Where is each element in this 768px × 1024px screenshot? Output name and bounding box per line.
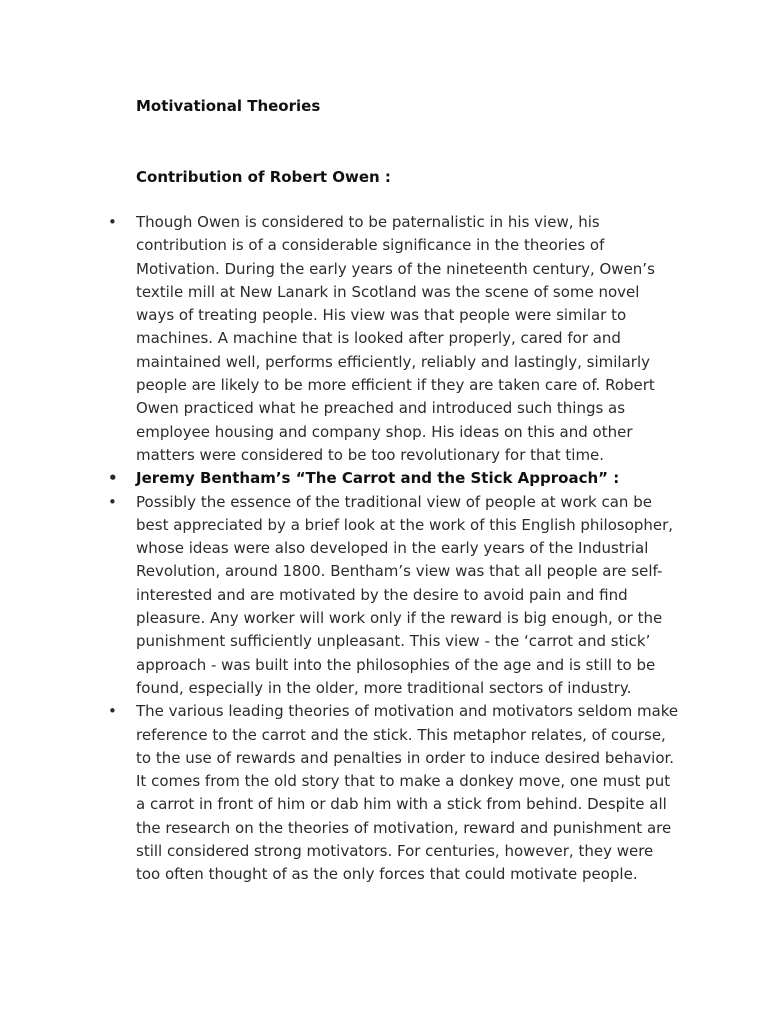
bullet-icon: • xyxy=(108,213,117,231)
bullet-icon: • xyxy=(108,702,117,721)
bullet-list xyxy=(108,211,680,887)
list-item-text: Though Owen is considered to be paternalistic in his view, his contribution is of a considerable significance in the theories of Motivation. During the early years of the nineteenth century, Owen’s textile mill at New Lanark in Scotland was the scene of some novel ways of treating people. His view was that people were similar to machines. A machine that is looked after properly, cared for and maintained well, performs efficiently, reliably and lastingly, similarly people are likely to be more efficient if they are taken care of. Robert Owen practiced what he preached and introduced such things as employee housing and company shop. His ideas on this and other matters were considered to be too revolutionary for that time. xyxy=(136,213,655,464)
list-item-carrot-stick xyxy=(108,700,680,886)
list-item-text: Possibly the essence of the traditional view of people at work can be best appreciated by a brief look at the work of this English philosopher, whose ideas were also developed in the early years of the Industrial Revolution, around 1800. Bentham’s view was that all people are self-interested and are motivated by the desire to avoid pain and find pleasure. Any worker will work only if the reward is big enough, or the punishment sufficiently unpleasant. This view - the ‘carrot and stick’ approach - was built into the philosophies of the age and is still to be found, especially in the older, more traditional sectors of industry. xyxy=(136,492,674,697)
list-item-text: The various leading theories of motivation and motivators seldom make reference to the carrot and the stick. This metaphor relates, of course, to the use of rewards and penalties in order to induce desired behavior. It comes from the old story that to make a donkey move, one must put a carrot in front of him or dab him with a stick from behind. Despite all the research on the theories of motivation, reward and punishment are still considered strong motivators. For centuries, however, they were too often thought of as the only forces that could motivate people. xyxy=(136,702,679,884)
bullet-icon: • xyxy=(108,469,118,488)
page-title: Motivational Theories xyxy=(136,97,321,115)
list-item-bentham-heading xyxy=(108,467,680,490)
list-item-text: Jeremy Bentham’s “The Carrot and the Stick Approach” : xyxy=(136,469,620,488)
list-item-bentham-view xyxy=(108,491,680,701)
list-item-owen-contribution xyxy=(108,211,680,467)
bullet-icon: • xyxy=(108,492,117,511)
section-heading-robert-owen: Contribution of Robert Owen : xyxy=(136,168,391,186)
